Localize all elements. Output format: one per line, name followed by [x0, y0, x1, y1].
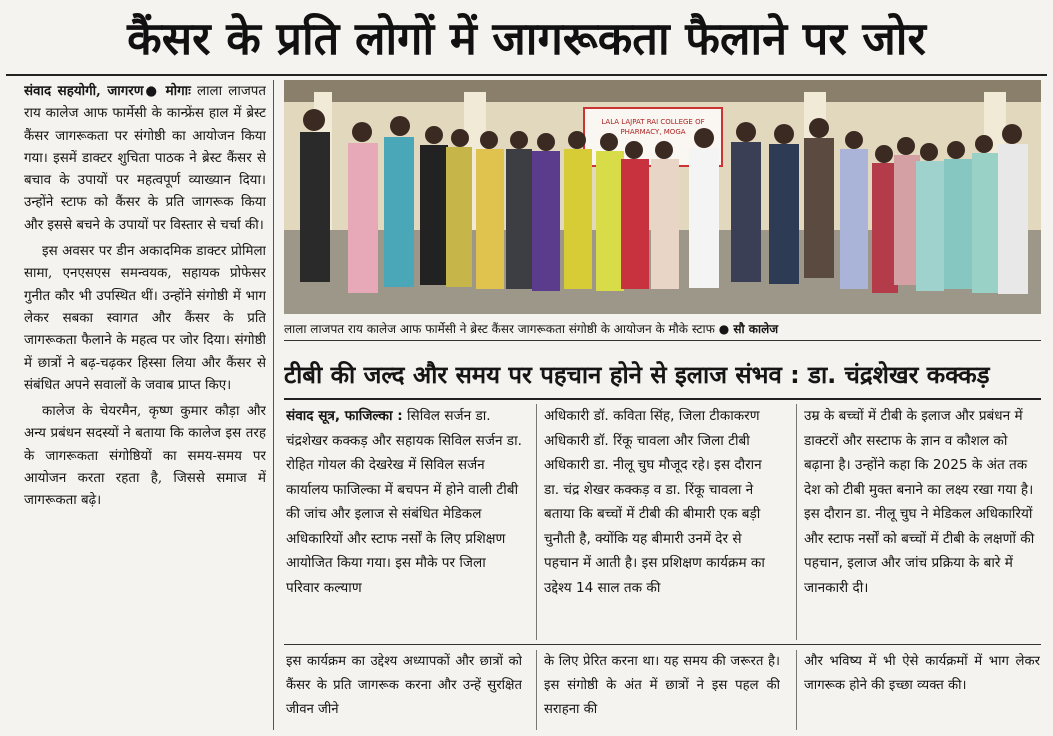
story2-column-2: अधिकारी डॉ. कविता सिंह, जिला टीकाकरण अधिकारी डॉ. रिंकू चावला और जिला टीबी अधिकारी डा. नीलू चुघ मौजूद रहे। इस दौरान डा. चंद्र शेखर कक्कड़ व डा. रिंकू चावला ने बताया कि बच्चों में टीबी की बीमारी एक बड़ी चुनौती है, क्योंकि यह बीमारी उनमें देर से पहचान में आती है। इस प्रशिक्षण कार्यक्रम का उद्देश्य 14 साल तक की: [544, 408, 765, 596]
page-headline: कैंसर के प्रति लोगों में जागरूकता फैलाने पर जोर: [127, 11, 926, 65]
story2-credit: संवाद सूत्र, फाजिल्का :: [286, 408, 403, 424]
column-divider: [273, 80, 274, 730]
column-divider: [796, 404, 797, 640]
story2-column-1: संवाद सूत्र, फाजिल्का : सिविल सर्जन डा. चंद्रशेखर कक्कड़ और सहायक सिविल सर्जन डा. रोहित गोयल की देखरेख में सिविल सर्जन कार्यालय फाजिल्का में बचपन में होने वाली टीबी की जांच और इलाज से संबंधित मेडिकल अधिकारियों और स्टाफ नर्सों के लिए प्रशिक्षण आयोजित किया गया। इस मौके पर जिला परिवार कल्याण: [286, 408, 522, 596]
story1-para-3: कालेज के चेयरमैन, कृष्ण कुमार कौड़ा और अन्य प्रबंधन सदस्यों ने बताया कि कालेज इस तरह के जागरूकता संगोष्ठियों का समय-समय पर आयोजन करता रहता है, जिससे समाज में जागरूकता बढ़े।: [24, 404, 266, 509]
story1-continuation-3: और भविष्य में भी ऐसे कार्यक्रमों में भाग लेकर जागरूक होने की इच्छा व्यक्त की।: [804, 654, 1040, 693]
banner-text-2: PHARMACY, MOGA: [620, 128, 686, 136]
headline-rule: [6, 74, 1047, 76]
group-photo-illustration: [284, 80, 1041, 314]
story-cancer-awareness: [24, 80, 266, 730]
story1-continuation-1: इस कार्यक्रम का उद्देश्य अध्यापकों और छात्रों को कैंसर के प्रति जागरूक करना और उन्हें सुरक्षित जीवन जीने: [286, 654, 522, 717]
column-divider: [796, 650, 797, 730]
story1-credit: संवाद सहयोगी, जागरण● मोगाः: [24, 83, 191, 99]
story1-continuation-2: के लिए प्रेरित करना था। यह समय की जरूरत है। इस संगोष्ठी के अंत में छात्रों ने इस पहल की सराहना की: [544, 654, 780, 717]
news-photo-staff-group: [284, 80, 1041, 314]
story-separator-rule: [284, 644, 1041, 645]
story1-para-2: इस अवसर पर डीन अकादमिक डाक्टर प्रोमिला सामा, एनएसएस समन्वयक, सहायक प्रोफेसर गुनीत कौर भी उपस्थित थीं। उन्होंने संगोष्ठी में भाग लेकर सबका स्वागत और कैंसर के प्रति जागरूकता फैलाने के महत्व पर जोर दिया। संगोष्ठी में छात्रों ने बढ़-चढ़कर हिस्सा लिया और कैंसर से संबंधित अपने सवालों के जवाब प्राप्त किए।: [24, 244, 266, 393]
column-divider: [536, 404, 537, 640]
photo-credit: ● सौ कालेज: [718, 322, 779, 336]
story2-column-3: उम्र के बच्चों में टीबी के इलाज और प्रबंधन में डाक्टरों और सस्टाफ के ज्ञान व कौशल को बढ़ाना है। उन्होंने कहा कि 2025 के अंत तक देश को टीबी मुक्त बनाने का लक्ष्य रखा गया है। इस दौरान डा. नीलू चुघ ने मेडिकल अधिकारियों और स्टाफ नर्सों को बच्चों में टीबी के लक्षणों की पहचान, इलाज और जांच प्रक्रिया के बारे में जानकारी दी।: [804, 408, 1035, 596]
photo-caption: लाला लाजपत राय कालेज आफ फार्मेसी ने ब्रेस्ट कैंसर जागरूकता संगोष्ठी के आयोजन के मौके स्टाफ ● सौ कालेज: [284, 318, 1041, 341]
column-divider: [536, 650, 537, 730]
banner-text-1: LALA LAJPAT RAI COLLEGE OF: [601, 118, 705, 126]
story2-headline: टीबी की जल्द और समय पर पहचान होने से इलाज संभव : डा. चंद्रशेखर कक्कड़: [284, 352, 1041, 400]
story1-para-1: संवाद सहयोगी, जागरण● मोगाः लाला लाजपत राय कालेज आफ फार्मेसी के कान्फ्रेंस हाल में ब्रेस्ट कैंसर जागरूकता पर संगोष्ठी का आयोजन किया गया। इसमें डाक्टर शुचिता पाठक ने ब्रेस्ट कैंसर से बचाव के उपायों पर महत्वपूर्ण व्याख्यान दिया। उन्होंने स्टाफ को कैंसर के प्रति जागरूक किया और इससे बचने के उपायों पर विस्तार से चर्चा की।: [24, 83, 266, 233]
